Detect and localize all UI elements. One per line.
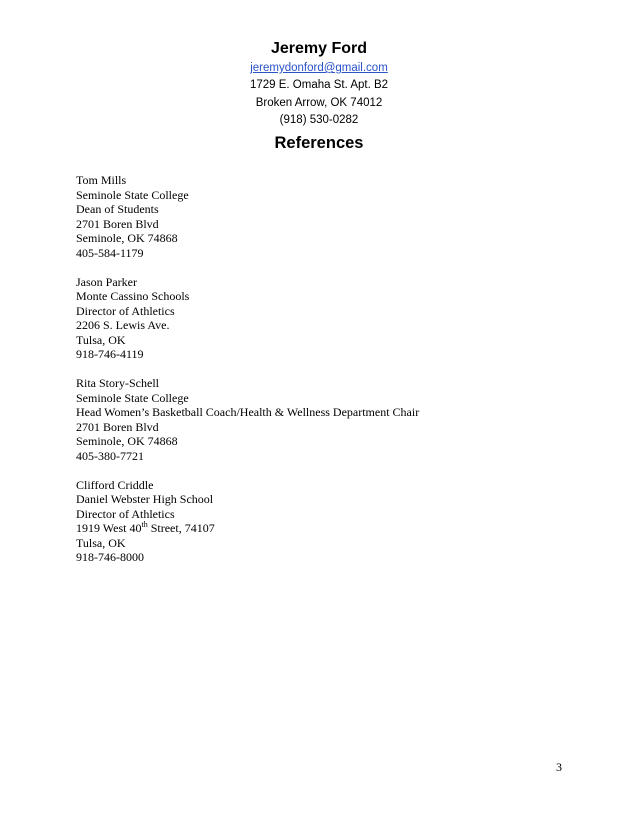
reference-city: Tulsa, OK [76,535,126,550]
reference-organization: Daniel Webster High School [76,492,214,506]
reference-title: Director of Athletics [76,506,175,521]
reference-organization: Seminole State College [76,187,189,202]
reference-title: Head Women’s Basketball Coach/Health & Wellness Department Chair [76,405,420,419]
email-link[interactable]: jeremydonford@gmail.com [250,62,388,74]
address-line-1: 1729 E. Omaha St. Apt. B2 [249,79,389,92]
phone-number: (918) 530-0282 [279,113,359,126]
address-line-2: Broken Arrow, OK 74012 [255,96,383,109]
document-header [0,38,638,155]
street-suffix: Street, 74107 [147,521,215,535]
reference-phone: 405-380-7721 [76,448,144,463]
reference-phone: 405-584-1179 [76,245,144,260]
reference-title: Dean of Students [76,202,159,216]
ordinal-suffix: th [141,520,148,529]
references-list [76,173,419,579]
reference-organization: Monte Cassino Schools [76,289,190,303]
reference-street [76,521,419,536]
reference-title: Director of Athletics [76,303,175,318]
reference-entry [76,376,419,463]
reference-name: Rita Story-Schell [76,376,159,390]
reference-city: Seminole, OK 74868 [76,231,178,245]
applicant-name: Jeremy Ford [270,40,368,57]
section-title: References [274,134,364,153]
reference-street: 2701 Boren Blvd [76,419,159,434]
reference-name: Jason Parker [76,274,137,289]
reference-city: Seminole, OK 74868 [76,434,178,448]
reference-phone: 918-746-8000 [76,550,144,564]
reference-organization: Seminole State College [76,390,189,405]
reference-entry [76,478,419,565]
reference-name: Tom Mills [76,173,127,187]
reference-entry [76,173,419,260]
reference-street: 2206 S. Lewis Ave. [76,318,170,332]
reference-phone: 918-746-4119 [76,347,144,361]
reference-city: Tulsa, OK [76,332,126,347]
street-prefix: 1919 West 40 [76,521,142,535]
page-number: 3 [556,760,562,774]
reference-name: Clifford Criddle [76,477,154,492]
reference-street: 2701 Boren Blvd [76,216,159,231]
reference-entry [76,275,419,362]
